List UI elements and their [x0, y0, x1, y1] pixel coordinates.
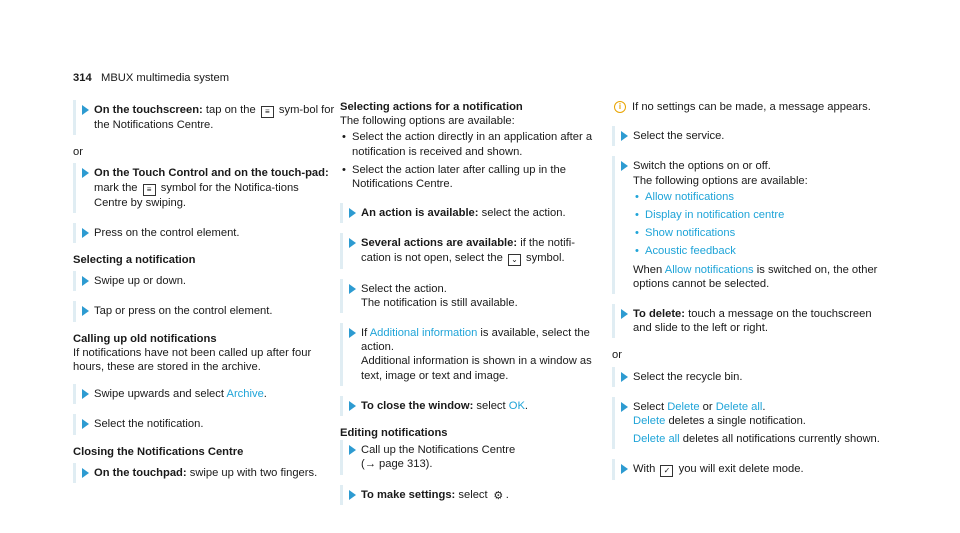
step-label: On the touchscreen: [94, 104, 203, 116]
step-exit-delete [612, 459, 892, 480]
info-text: If no settings can be made, a message appears. [632, 101, 871, 113]
step-press [73, 223, 335, 243]
step-text: The notification is still available. [361, 296, 518, 309]
column-3 [612, 100, 892, 490]
allow-notifications-link[interactable]: Allow notifications [664, 263, 754, 276]
options-list [633, 190, 892, 259]
step-delete [612, 304, 892, 338]
step-arrow-icon [82, 105, 89, 115]
step-text: you will exit delete mode. [678, 463, 804, 476]
column-2 [340, 100, 600, 515]
step-arrow-icon [82, 228, 89, 238]
step-arrow-icon [621, 131, 628, 141]
step-label: On the Touch Control and on the touch-pad: [94, 167, 329, 180]
step-text: sym-bol for the Notifications Centre. [94, 104, 335, 131]
step-arrow-icon [82, 306, 89, 316]
info-icon: i [614, 101, 626, 113]
step-select-notification [73, 414, 335, 434]
expand-icon: ⌄ [508, 254, 521, 266]
step-tap [73, 301, 335, 321]
step-text: touch a message on the touchscreen and slide to the left or right. [633, 308, 872, 335]
step-text: Swipe up or down. [94, 275, 187, 288]
step-one-action [340, 203, 600, 223]
delete-all-link[interactable]: Delete all [633, 433, 680, 446]
ok-link[interactable]: OK [508, 399, 525, 412]
page-reference: (→ page 313). [361, 458, 433, 471]
step-text: mark the [94, 181, 138, 194]
or-text: or [73, 146, 83, 159]
step-text: symbol for the Notifica-tions Centre by swiping. [94, 181, 299, 209]
archive-link[interactable]: Archive [226, 388, 264, 401]
step-select-service [612, 126, 892, 146]
list-item: • Select the action directly in an application after a notification is received and shown. [340, 130, 600, 158]
step-arrow-icon [349, 401, 356, 411]
step-text: With [633, 463, 656, 476]
page-number: 314 [73, 72, 92, 84]
heading-old-notifications: Calling up old notifications [73, 332, 217, 345]
column-1 [73, 100, 335, 493]
step-arrow-icon [82, 276, 89, 286]
heading-selecting: Selecting a notification [73, 254, 196, 267]
step-label: Several actions are available: [361, 237, 518, 250]
step-close-window [340, 396, 600, 416]
step-text: is switched on, the other options cannot be selected. [633, 263, 878, 290]
delete-link[interactable]: Delete [667, 400, 700, 413]
step-text: select the action. [481, 207, 566, 220]
step-text: swipe up with two fingers. [189, 466, 318, 479]
step-label: To make settings: [361, 488, 456, 501]
step-arrow-icon [349, 238, 356, 248]
actions-intro: The following options are available: [340, 115, 515, 128]
step-arrow-icon [349, 445, 356, 455]
step-text: deletes all notifications currently shown. [682, 433, 880, 446]
step-text: deletes a single notification. [668, 415, 806, 428]
step-touchpad [73, 463, 335, 483]
heading-actions: Selecting actions for a notification [340, 101, 523, 113]
step-text: Call up the Notifications Centre [361, 444, 516, 457]
old-notifications-text: If notifications have not been called up after four hours, these are stored in the archive. [73, 346, 312, 374]
option-allow-notifications[interactable]: • Allow notifications [633, 190, 892, 204]
step-select-delete [612, 397, 892, 450]
step-arrow-icon [621, 372, 628, 382]
step-archive [73, 384, 335, 404]
step-arrow-icon [82, 389, 89, 399]
step-arrow-icon [621, 464, 628, 474]
step-label: To close the window: [361, 399, 474, 412]
step-swipe [73, 271, 335, 291]
step-text: The following options are available: [633, 174, 808, 187]
step-text: tap on the [205, 104, 256, 116]
step-text: select [476, 399, 506, 412]
step-text: Press on the control element. [94, 226, 240, 239]
delete-all-link[interactable]: Delete all [715, 400, 763, 413]
step-make-settings [340, 485, 600, 505]
step-arrow-icon [621, 309, 628, 319]
step-touch-control [73, 163, 335, 212]
step-text: if the notifi-cation is not open, select the [361, 237, 575, 264]
punct: . [263, 388, 267, 401]
step-arrow-icon [82, 168, 89, 178]
step-text: is available, select the action. [361, 327, 590, 354]
step-recycle-bin [612, 367, 892, 387]
page-header [73, 71, 229, 85]
option-display-in-centre[interactable]: • Display in notification centre [633, 208, 892, 222]
step-text: Select the service. [633, 130, 725, 143]
step-text: select [458, 488, 488, 501]
step-label: To delete: [633, 308, 686, 321]
step-arrow-icon [349, 328, 356, 338]
actions-list [340, 130, 600, 191]
option-acoustic-feedback[interactable]: • Acoustic feedback [633, 244, 892, 258]
heading-editing: Editing notifications [340, 427, 448, 440]
notifications-icon: ≡ [143, 184, 156, 196]
step-arrow-icon [82, 468, 89, 478]
checkbox-checked-icon: ✓ [660, 465, 673, 477]
step-text: Select the notification. [94, 418, 204, 431]
or-text: or [612, 349, 622, 362]
step-arrow-icon [82, 419, 89, 429]
step-text: or [702, 400, 713, 413]
step-select-action [340, 279, 600, 313]
step-arrow-icon [621, 161, 628, 171]
step-additional-info [340, 323, 600, 386]
delete-link[interactable]: Delete [633, 415, 666, 428]
step-arrow-icon [349, 284, 356, 294]
step-label: An action is available: [361, 207, 479, 220]
step-text: Switch the options on or off. [633, 160, 771, 173]
step-arrow-icon [349, 490, 356, 500]
step-text: Additional information is shown in a window as text, image or text and image. [361, 355, 592, 382]
list-item: • Select the action later after calling up in the Notifications Centre. [340, 163, 600, 191]
additional-information-link[interactable]: Additional information [369, 327, 478, 340]
settings-icon: ⚙ [493, 489, 504, 502]
step-text: Select the action. [361, 282, 447, 295]
notifications-icon: ≡ [261, 106, 274, 118]
step-text: Swipe upwards and select [94, 388, 224, 401]
info-note [612, 100, 892, 114]
heading-closing: Closing the Notifications Centre [73, 445, 244, 458]
step-arrow-icon [621, 402, 628, 412]
step-switch-options [612, 156, 892, 294]
step-touchscreen [73, 100, 335, 135]
punct: . [762, 400, 766, 413]
step-text: Select the recycle bin. [633, 370, 743, 383]
step-text: If [361, 327, 368, 340]
step-arrow-icon [349, 208, 356, 218]
step-several-actions [340, 233, 600, 268]
step-text: symbol. [526, 251, 565, 264]
step-label: On the touchpad: [94, 466, 187, 479]
header-title: MBUX multimedia system [101, 72, 230, 84]
step-call-up [340, 440, 600, 474]
punct: . [524, 399, 529, 412]
step-text: Select [633, 400, 665, 413]
option-show-notifications[interactable]: • Show notifications [633, 226, 892, 240]
punct: . [505, 488, 509, 501]
step-text: When [633, 263, 663, 276]
step-text: Tap or press on the control element. [94, 305, 273, 318]
